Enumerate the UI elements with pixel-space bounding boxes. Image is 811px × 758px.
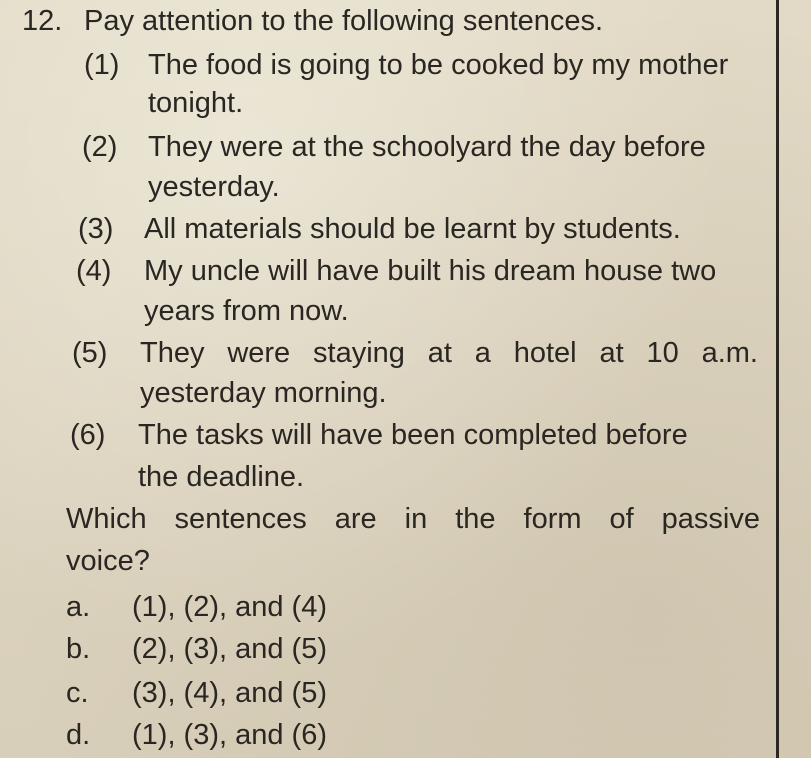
option-a-letter: a. [66,591,91,623]
sentence-5-line-1: They were staying at a hotel at 10 a.m. [140,337,758,369]
option-c-letter: c. [66,677,89,709]
sentence-5-line-2: yesterday morning. [140,377,387,409]
sentence-3-line-1: All materials should be learnt by students. [144,213,681,245]
question-prompt: Pay attention to the following sentences. [84,5,604,37]
option-b-letter: b. [66,633,91,665]
sentence-3-label: (3) [78,213,114,245]
sentence-6-label: (6) [70,419,106,451]
page-margin-rule [776,0,779,758]
sentence-2-label: (2) [82,131,118,163]
option-d-text[interactable]: (1), (3), and (6) [132,719,327,751]
question-ask-line-2: voice? [66,545,150,577]
option-c-text[interactable]: (3), (4), and (5) [132,677,327,709]
option-d-letter: d. [66,719,91,751]
sentence-4-label: (4) [76,255,112,287]
sentence-6-line-2: the deadline. [138,461,305,493]
sentence-5-label: (5) [72,337,108,369]
sentence-1-line-1: The food is going to be cooked by my mother [148,49,729,81]
sentence-1-label: (1) [84,49,120,81]
sentence-1-line-2: tonight. [148,87,244,119]
sentence-6-line-1: The tasks will have been completed before [138,419,688,451]
question-ask-line-1: Which sentences are in the form of passive [66,503,760,535]
sentence-2-line-2: yesterday. [148,171,280,203]
question-number: 12. [22,5,63,37]
sentence-4-line-1: My uncle will have built his dream house two [144,255,717,287]
sentence-2-line-1: They were at the schoolyard the day before [148,131,706,163]
option-a-text[interactable]: (1), (2), and (4) [132,591,327,623]
option-b-text[interactable]: (2), (3), and (5) [132,633,327,665]
sentence-4-line-2: years from now. [144,295,349,327]
